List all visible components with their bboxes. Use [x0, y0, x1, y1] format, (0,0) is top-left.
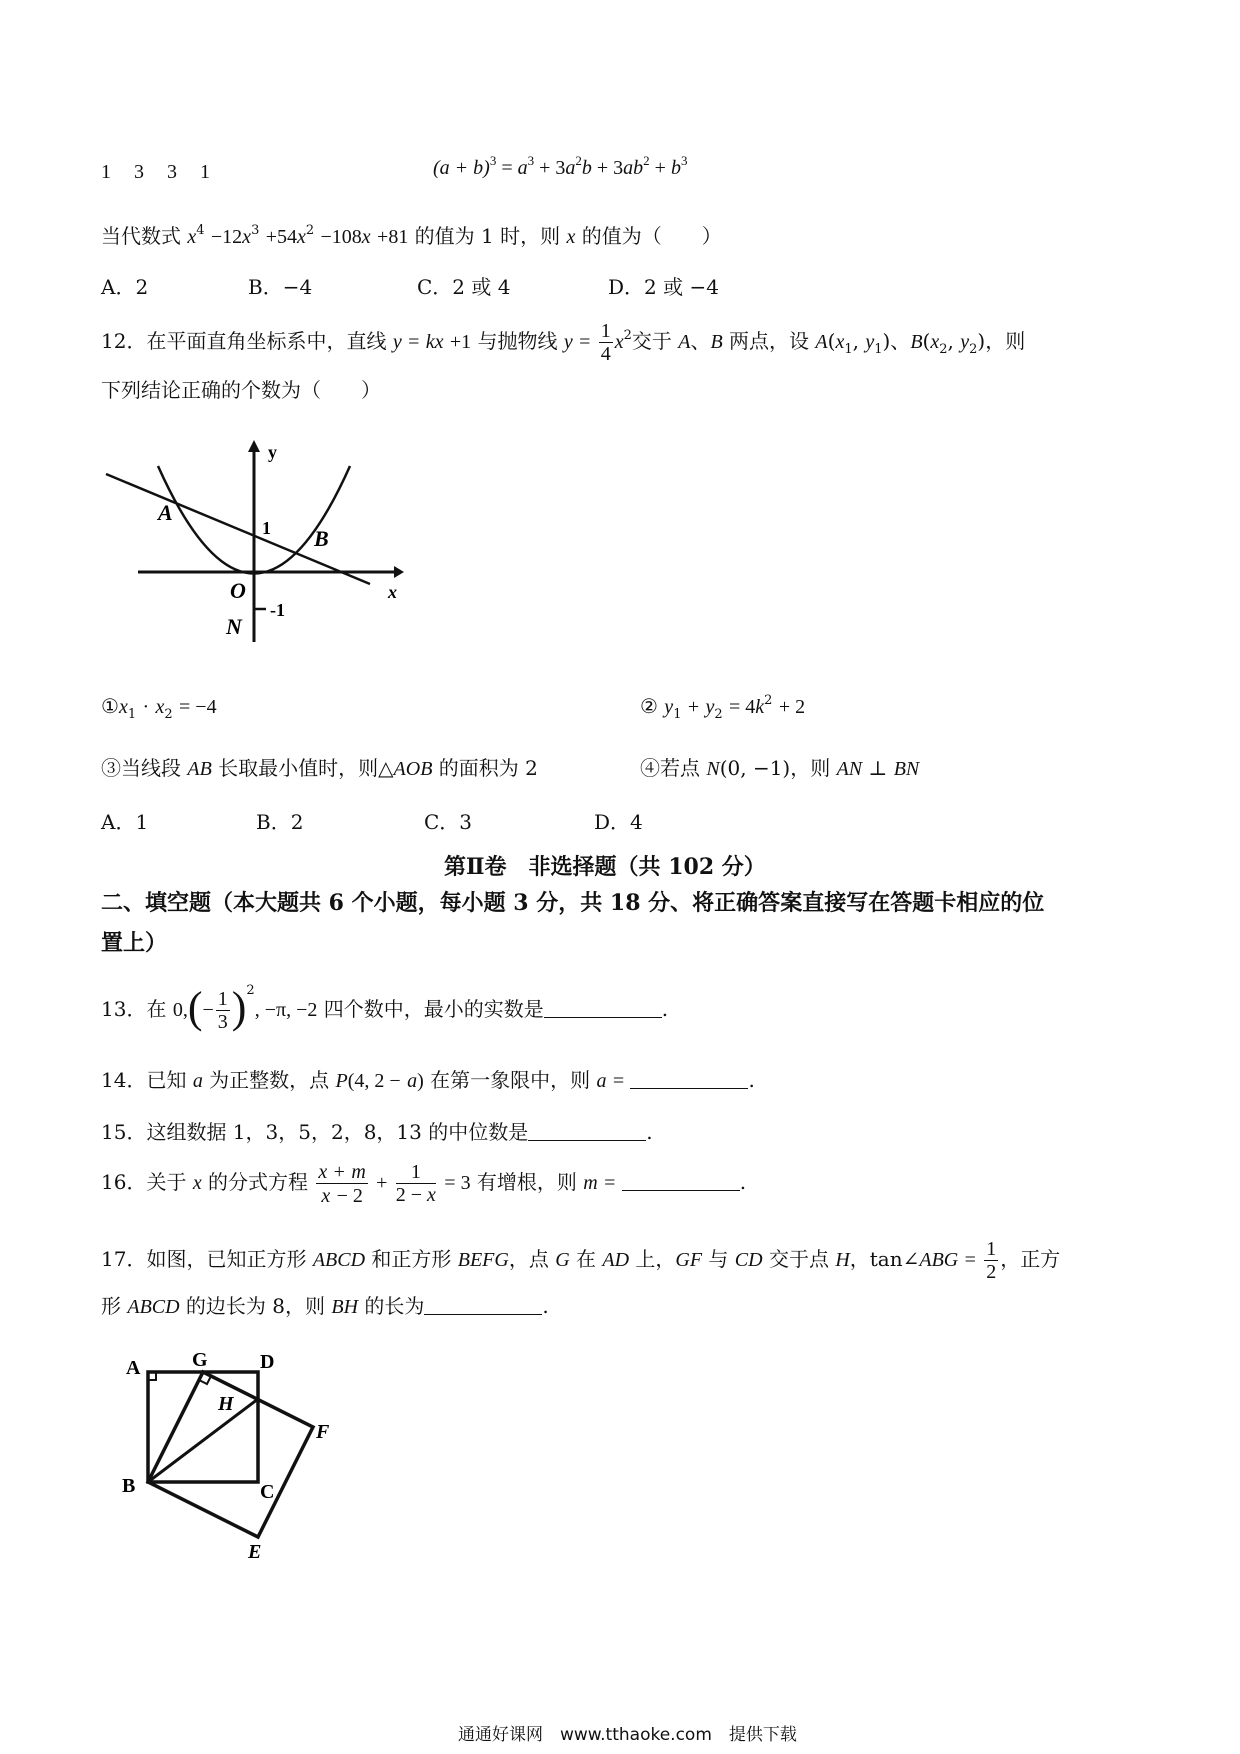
q11-stem: 当代数式 $x^4 -12x^3 +54x^2 -108x +81$ 的值为 1 时，则 x 的值为（ ）: [101, 223, 722, 248]
binomial-expansion: $(a + b)^3 = a^3 + 3a^2b + 3ab^2 + b^3$: [433, 153, 688, 179]
fig-label-e: E: [248, 1541, 262, 1563]
q17-answer-blank[interactable]: [424, 1294, 542, 1315]
label-o: O: [230, 578, 246, 603]
fig-label-d: D: [260, 1351, 275, 1373]
x-axis-arrow: [394, 566, 404, 578]
fig-label-c: C: [260, 1481, 275, 1503]
pascal-coefficients: 1 3 3 1: [101, 161, 210, 183]
q12-statement-2: ② $y_1 + y_2 = 4k^2 + 2$: [640, 693, 806, 722]
q11-option-d: D．2 或 −4: [608, 275, 719, 299]
q17-line2: 形 ABCD 的边长为 8，则 BH 的长为 .: [101, 1294, 549, 1318]
q16-answer-blank[interactable]: [622, 1170, 740, 1191]
q17-line1: 17．如图，已知正方形 ABCD 和正方形 BEFG，点 G 在 AD 上，GF 与 CD 交于点 H，tan∠ABG = $\frac{1}{2}$ ，正方: [101, 1238, 1061, 1283]
line-ab: [106, 474, 370, 584]
q17-figure: [110, 1344, 340, 1574]
q16: 16．关于 x 的分式方程 $\frac{x + m}{x - 2}$ + $\frac{1}{2 - x}$ = 3 有增根，则 m = .: [101, 1161, 747, 1207]
square-abcd: [148, 1372, 258, 1482]
label-y: y: [268, 442, 277, 462]
q12-line2: 下列结论正确的个数为（ ）: [101, 378, 381, 402]
q12-statement-4: ④若点 N(0, −1)，则 AN ⊥ BN: [640, 756, 920, 780]
q12-statement-1: $①x_1 \cdot x_2 = -4$: [101, 694, 217, 722]
label-n: N: [226, 614, 242, 639]
label-one: 1: [262, 518, 271, 538]
q12-option-d: D．4: [594, 810, 643, 834]
part2-title: 第Ⅱ卷 非选择题（共 102 分）: [444, 854, 766, 880]
q15: 15．这组数据 1，3，5，2，8，13 的中位数是 .: [101, 1120, 653, 1144]
section-instructions-line2: 置上）: [101, 930, 168, 956]
q14-answer-blank[interactable]: [630, 1068, 748, 1089]
fig-label-h: H: [218, 1393, 234, 1415]
label-a: A: [158, 500, 173, 525]
q12-graph: [98, 436, 418, 656]
label-minus-one: -1: [270, 600, 285, 620]
q11-option-b: B．−4: [248, 275, 313, 299]
q13: 13．在 0,(− $\frac{1}{3}$ )$^2$, −π, −2 四个数中，最小的实数是 .: [101, 983, 669, 1033]
fig-label-g: G: [192, 1349, 208, 1371]
label-b: B: [314, 526, 329, 551]
q11-option-c: C．2 或 4: [417, 275, 511, 299]
segment-bh: [148, 1399, 258, 1482]
q12-line1: 12．在平面直角坐标系中，直线 y = kx +1 与抛物线 y = $\frac{1}{4}$ $x^2$交于 A、B 两点，设 $A(x_1$, $y_1$)、$B(x_2$, $y_2$)，则: [101, 320, 1026, 365]
q12-option-a: A．1: [101, 810, 149, 834]
q11-option-a: A．2: [101, 275, 149, 299]
q13-answer-blank[interactable]: [544, 997, 662, 1018]
fig-label-a: A: [126, 1357, 141, 1379]
fig-label-b: B: [122, 1475, 136, 1497]
q12-option-b: B．2: [256, 810, 304, 834]
q12-option-c: C．3: [424, 810, 473, 834]
fig-label-f: F: [316, 1421, 330, 1443]
label-x: x: [388, 582, 397, 602]
y-axis-arrow: [248, 440, 260, 452]
q15-answer-blank[interactable]: [528, 1120, 646, 1141]
q12-statement-3: ③当线段 AB 长取最小值时，则△AOB 的面积为 2: [101, 756, 538, 780]
footer-source: 通通好课网 www.tthaoke.com 提供下载: [458, 1725, 797, 1745]
section-instructions-line1: 二、填空题（本大题共 6 个小题，每小题 3 分，共 18 分、将正确答案直接写在答题卡相应的位: [101, 890, 1045, 916]
q14: 14．已知 a 为正整数，点 P(4, 2 − a) 在第一象限中，则 a = .: [101, 1068, 755, 1092]
